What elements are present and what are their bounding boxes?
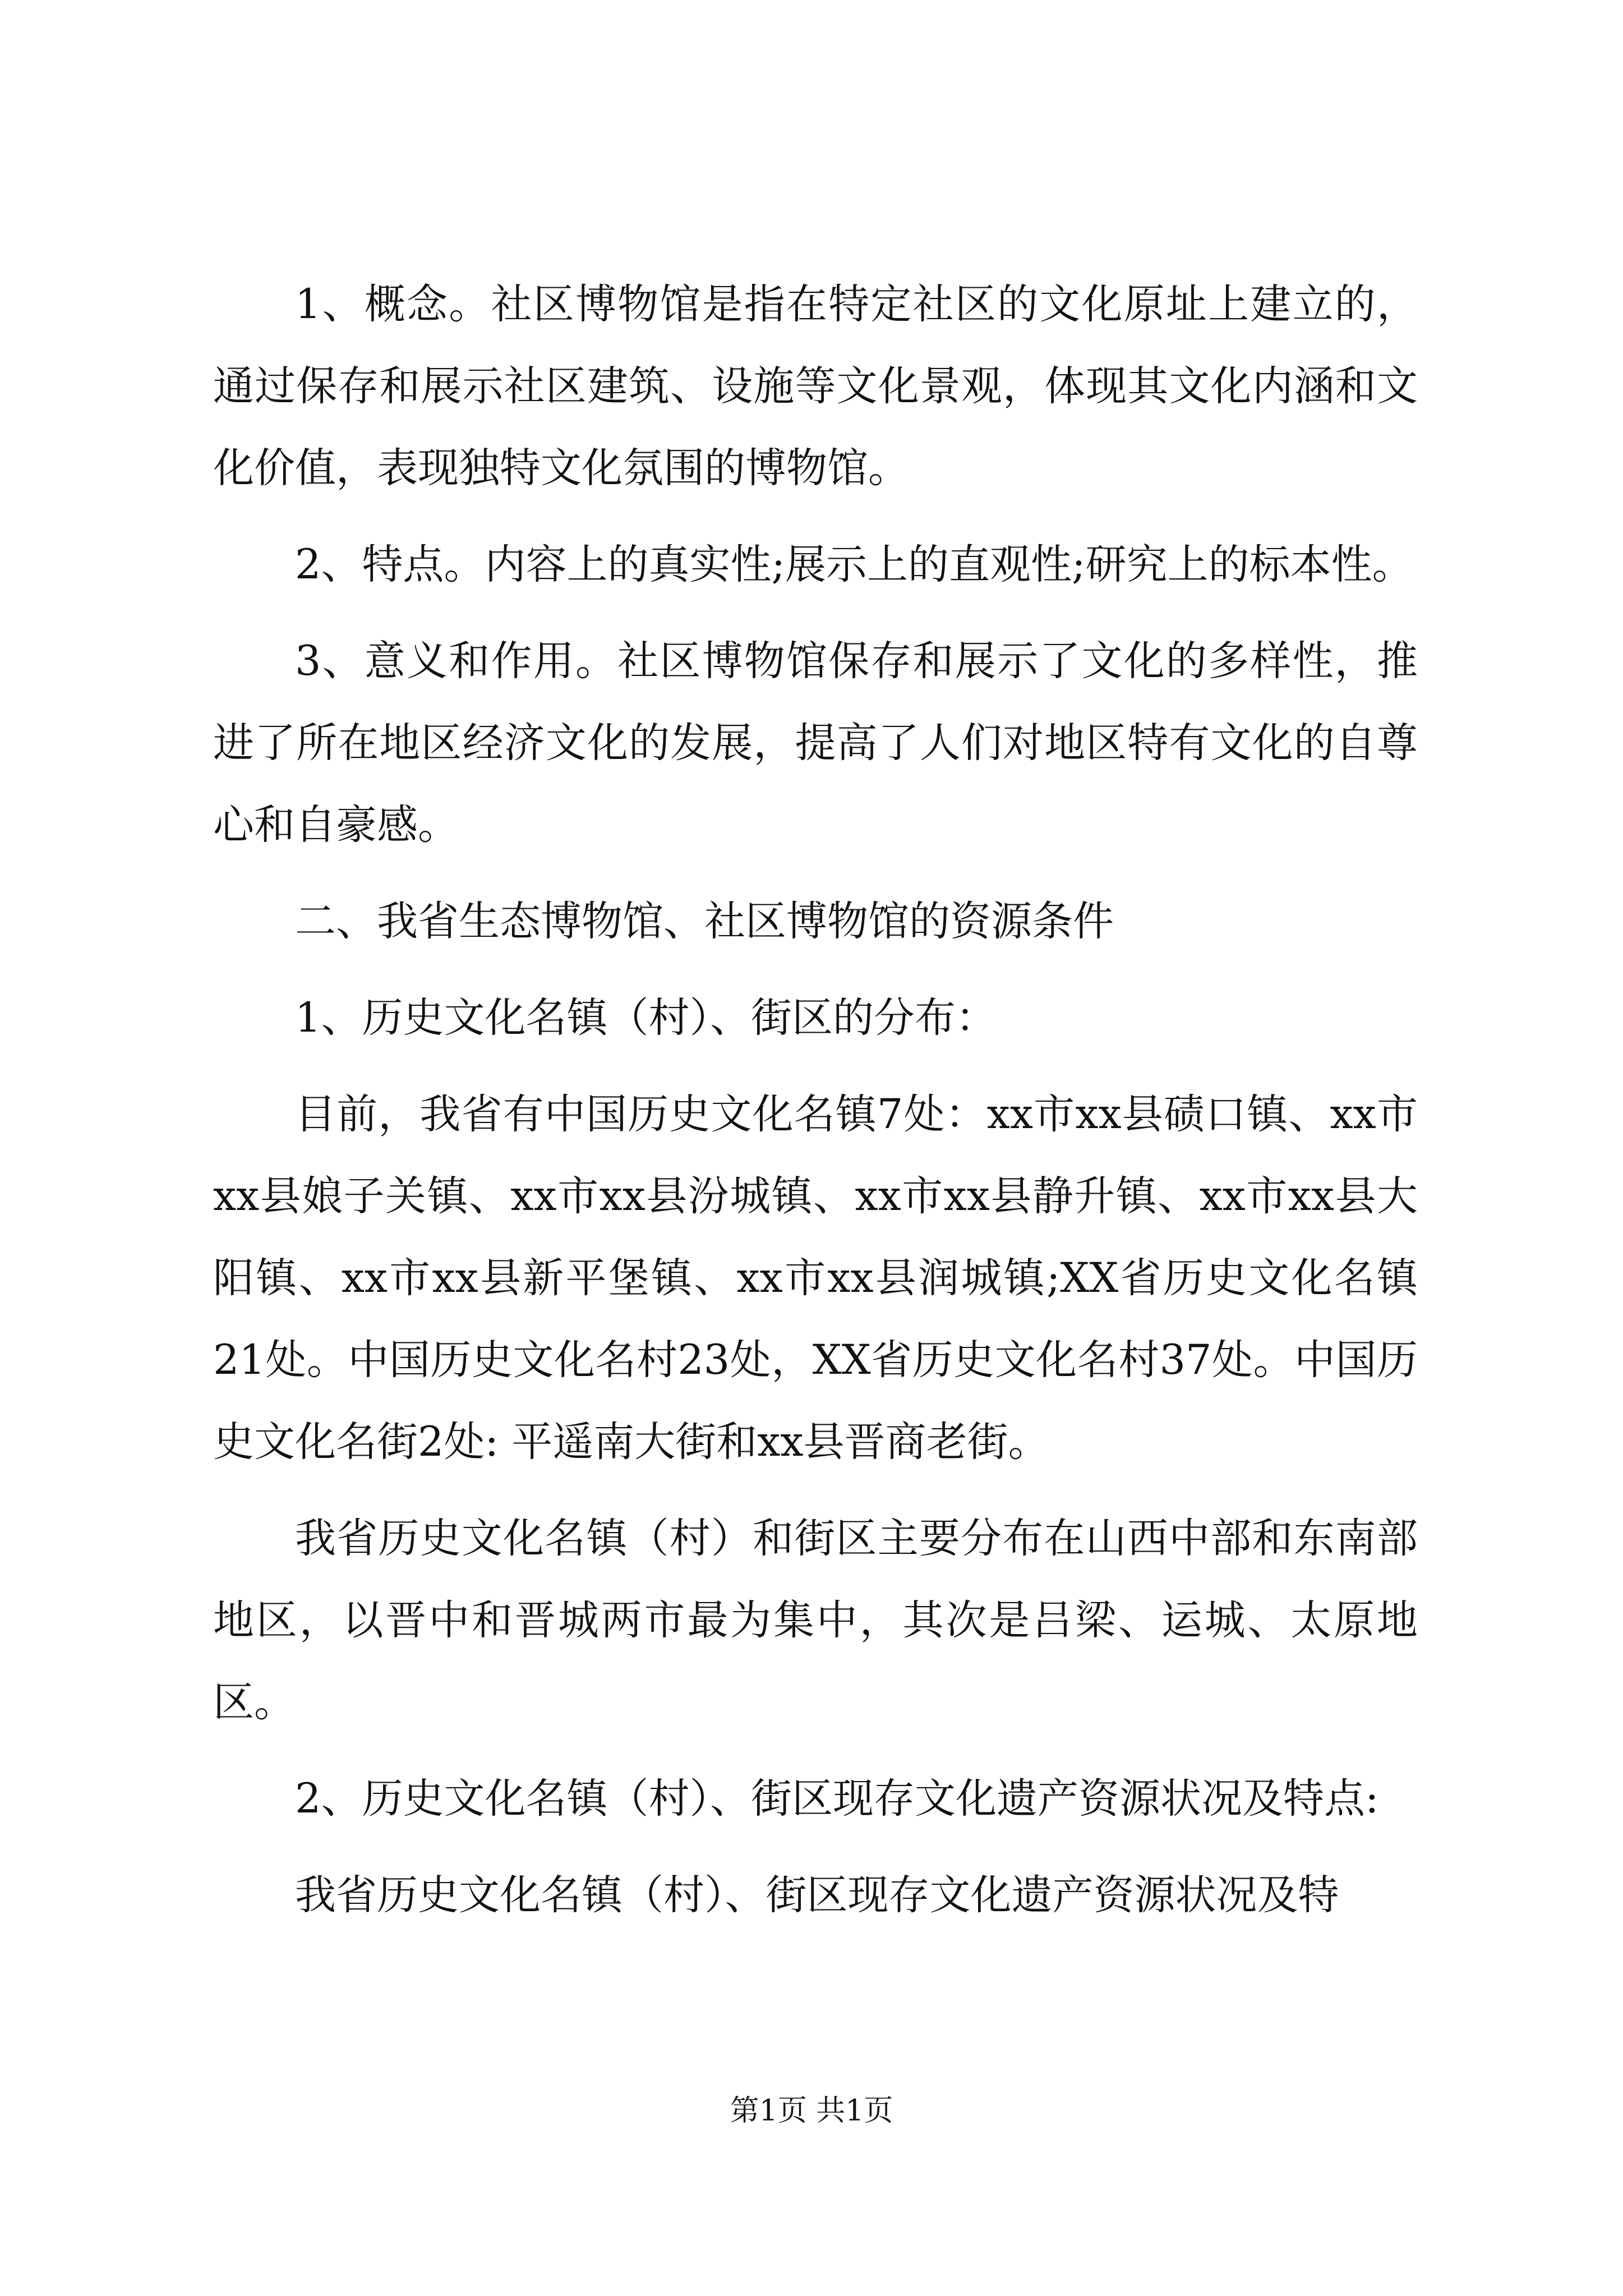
document-body (213, 264, 1418, 1951)
subheading-distribution: 1、历史文化名镇（村）、街区的分布： (295, 994, 997, 1042)
subheading-heritage-status: 2、历史文化名镇（村）、街区现存文化遗产资源状况及特点: (295, 1775, 1379, 1823)
paragraph-current-towns: 目前，我省有中国历史文化名镇7处：xx市xx县碛口镇、xx市xx县娘子关镇、xx市xx县汾城镇、xx市xx县静升镇、xx市xx县大阳镇、xx市xx县新平堡镇、xx市xx县润城镇;XX省历史文化名镇21处。中国历史文化名村23处，XX省历史文化名村37处。中国历史文化名街2处: 平遥南大街和xx县晋商老街。 (213, 1091, 1418, 1466)
section-heading-resources: 二、我省生态博物馆、社区博物馆的资源条件 (295, 898, 1114, 945)
paragraph-heritage-status: 我省历史文化名镇（村）、街区现存文化遗产资源状况及特 (295, 1871, 1339, 1919)
page-number-footer: 第1页 共1页 (730, 2094, 893, 2128)
paragraph-features: 2、特点。内容上的真实性;展示上的直观性;研究上的标本性。 (295, 541, 1413, 588)
paragraph-concept: 1、概念。社区博物馆是指在特定社区的文化原址上建立的，通过保存和展示社区建筑、设施等文化景观，体现其文化内涵和文化价值，表现独特文化氛围的博物馆。 (213, 280, 1418, 492)
paragraph-regional-distribution: 我省历史文化名镇（村）和街区主要分布在山西中部和东南部地区，以晋中和晋城两市最为集中，其次是吕梁、运城、太原地区。 (213, 1515, 1418, 1726)
paragraph-significance: 3、意义和作用。社区博物馆保存和展示了文化的多样性，推进了所在地区经济文化的发展，提高了人们对地区特有文化的自尊心和自豪感。 (213, 637, 1418, 849)
